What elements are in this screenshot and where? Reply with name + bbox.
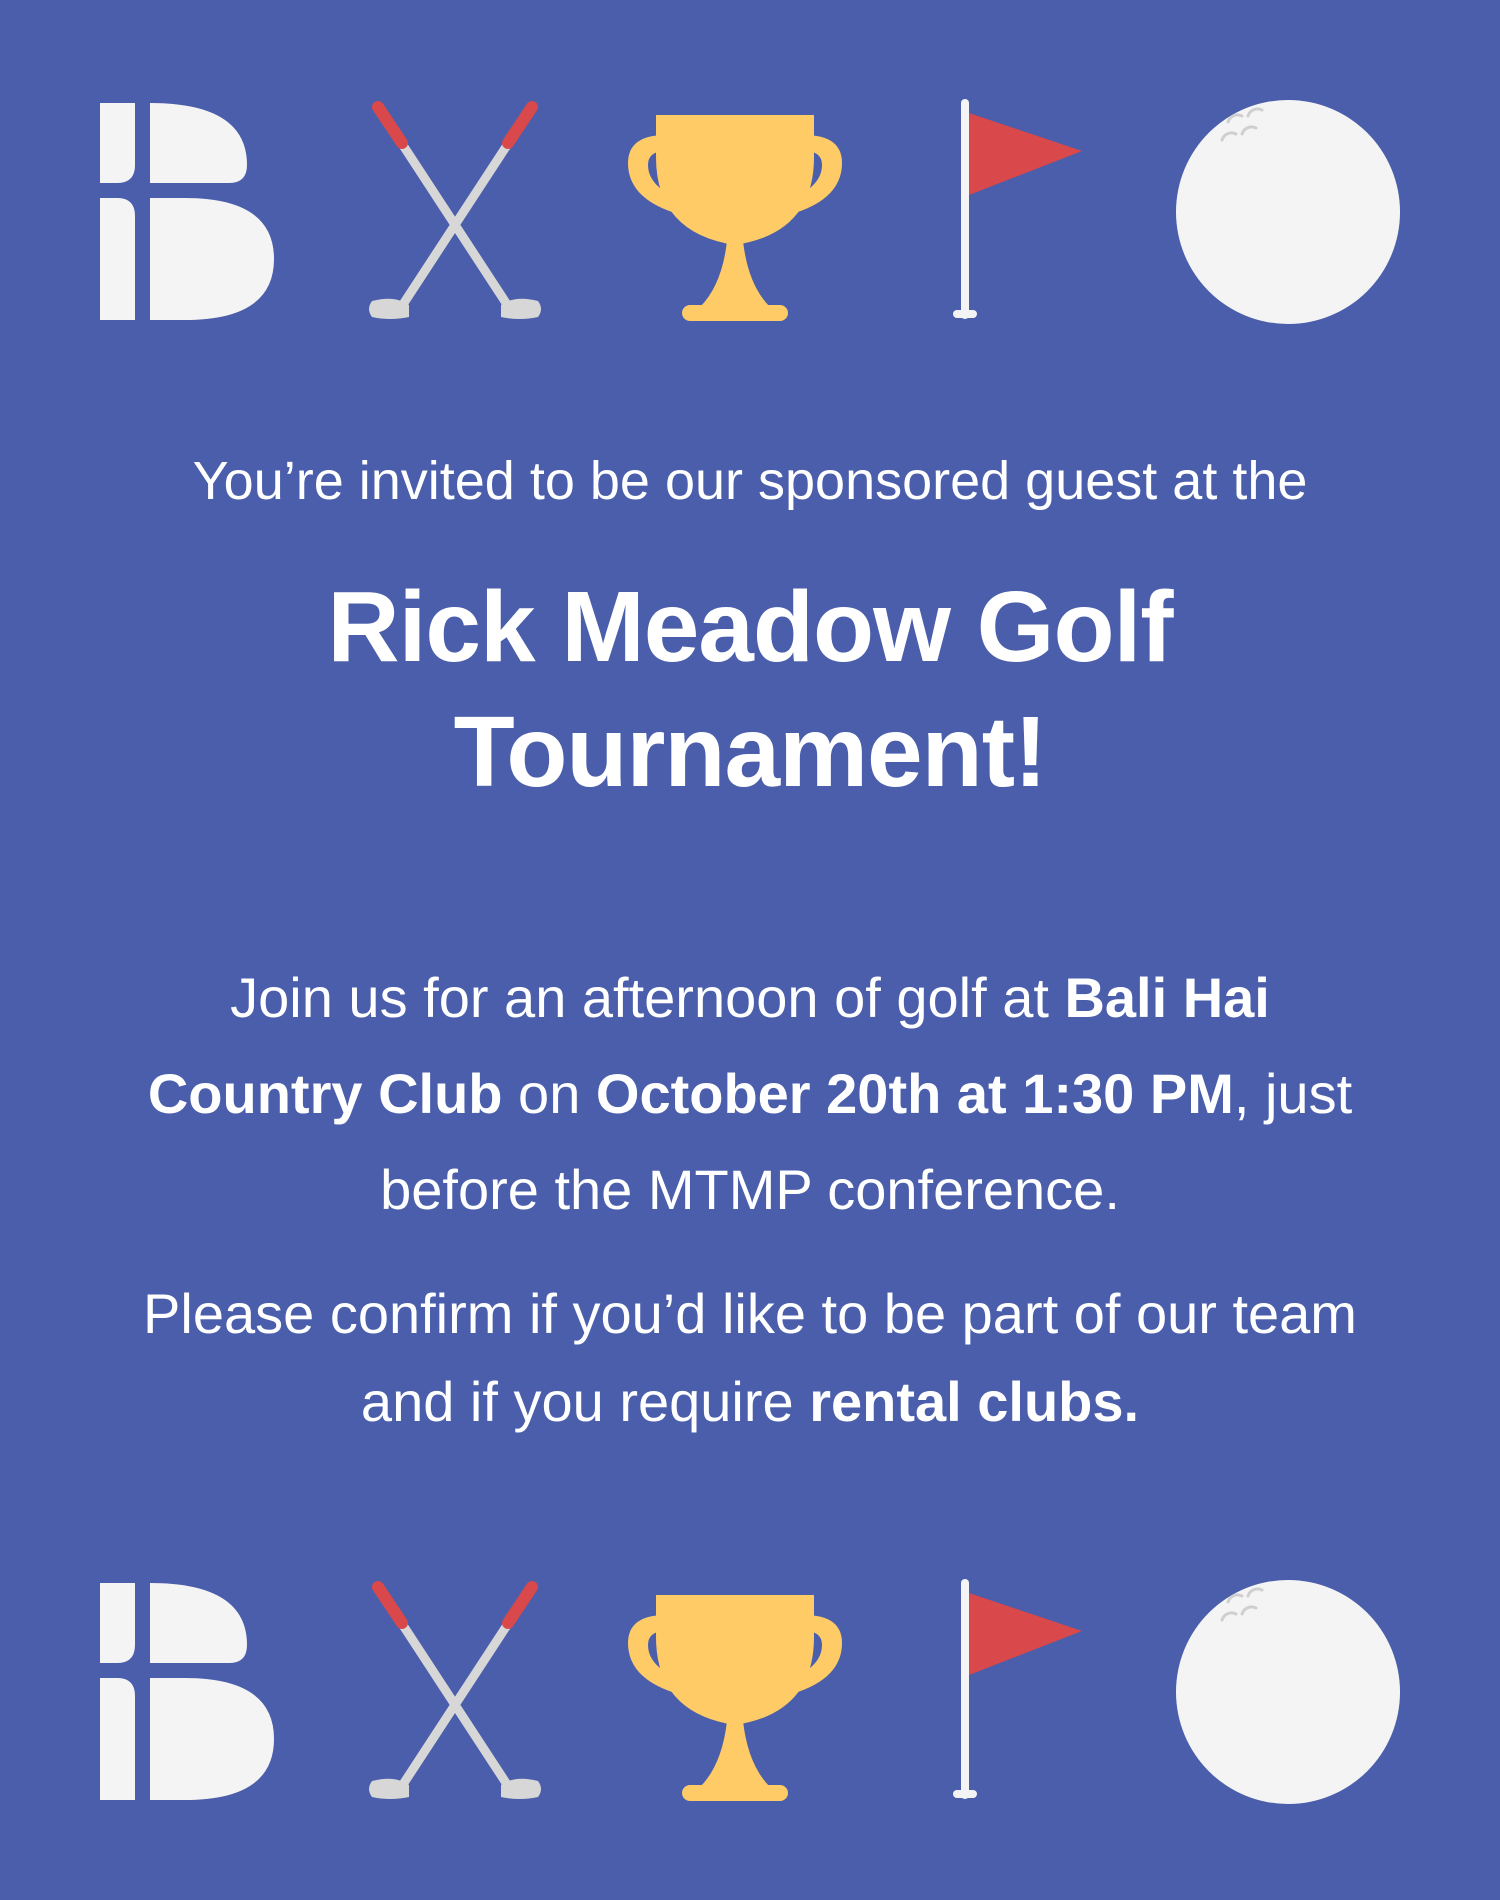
golf-ball-icon — [1176, 1580, 1400, 1804]
details-text-2: on — [502, 1062, 596, 1125]
trophy-icon — [628, 115, 842, 321]
invite-intro: You’re invited to be our sponsored guest at the — [192, 451, 1308, 511]
bottom-icon-row — [0, 1575, 1500, 1805]
event-title-line2: Tournament! — [453, 696, 1047, 808]
bottom-icons — [0, 1575, 1500, 1805]
venue-name: Bali Hai Country Club — [147, 966, 1270, 1125]
event-details-paragraph — [130, 950, 1370, 1238]
top-icons — [0, 95, 1500, 325]
golf-flag-icon — [953, 103, 1082, 318]
event-title — [100, 565, 1400, 815]
event-title-line1: Rick Meadow Golf — [327, 571, 1173, 683]
top-icon-row — [0, 95, 1500, 325]
event-datetime: October 20th at 1:30 PM — [595, 1062, 1234, 1125]
confirm-text: Please confirm if you’d like to be part of our team and if you require — [143, 1282, 1357, 1433]
details-text-1: Join us for an afternoon of golf at — [230, 966, 1065, 1029]
confirm-paragraph — [110, 1270, 1390, 1446]
rental-clubs-highlight: rental clubs. — [809, 1370, 1140, 1433]
crossed-golf-clubs-icon — [369, 1587, 541, 1799]
crossed-golf-clubs-icon — [369, 107, 541, 319]
brand-logo-icon — [100, 1583, 274, 1800]
details-text-3: , just before the MTMP conference. — [380, 1062, 1353, 1221]
golf-ball-icon — [1176, 100, 1400, 324]
trophy-icon — [628, 1595, 842, 1801]
golf-flag-icon — [953, 1583, 1082, 1798]
brand-logo-icon — [100, 103, 274, 320]
